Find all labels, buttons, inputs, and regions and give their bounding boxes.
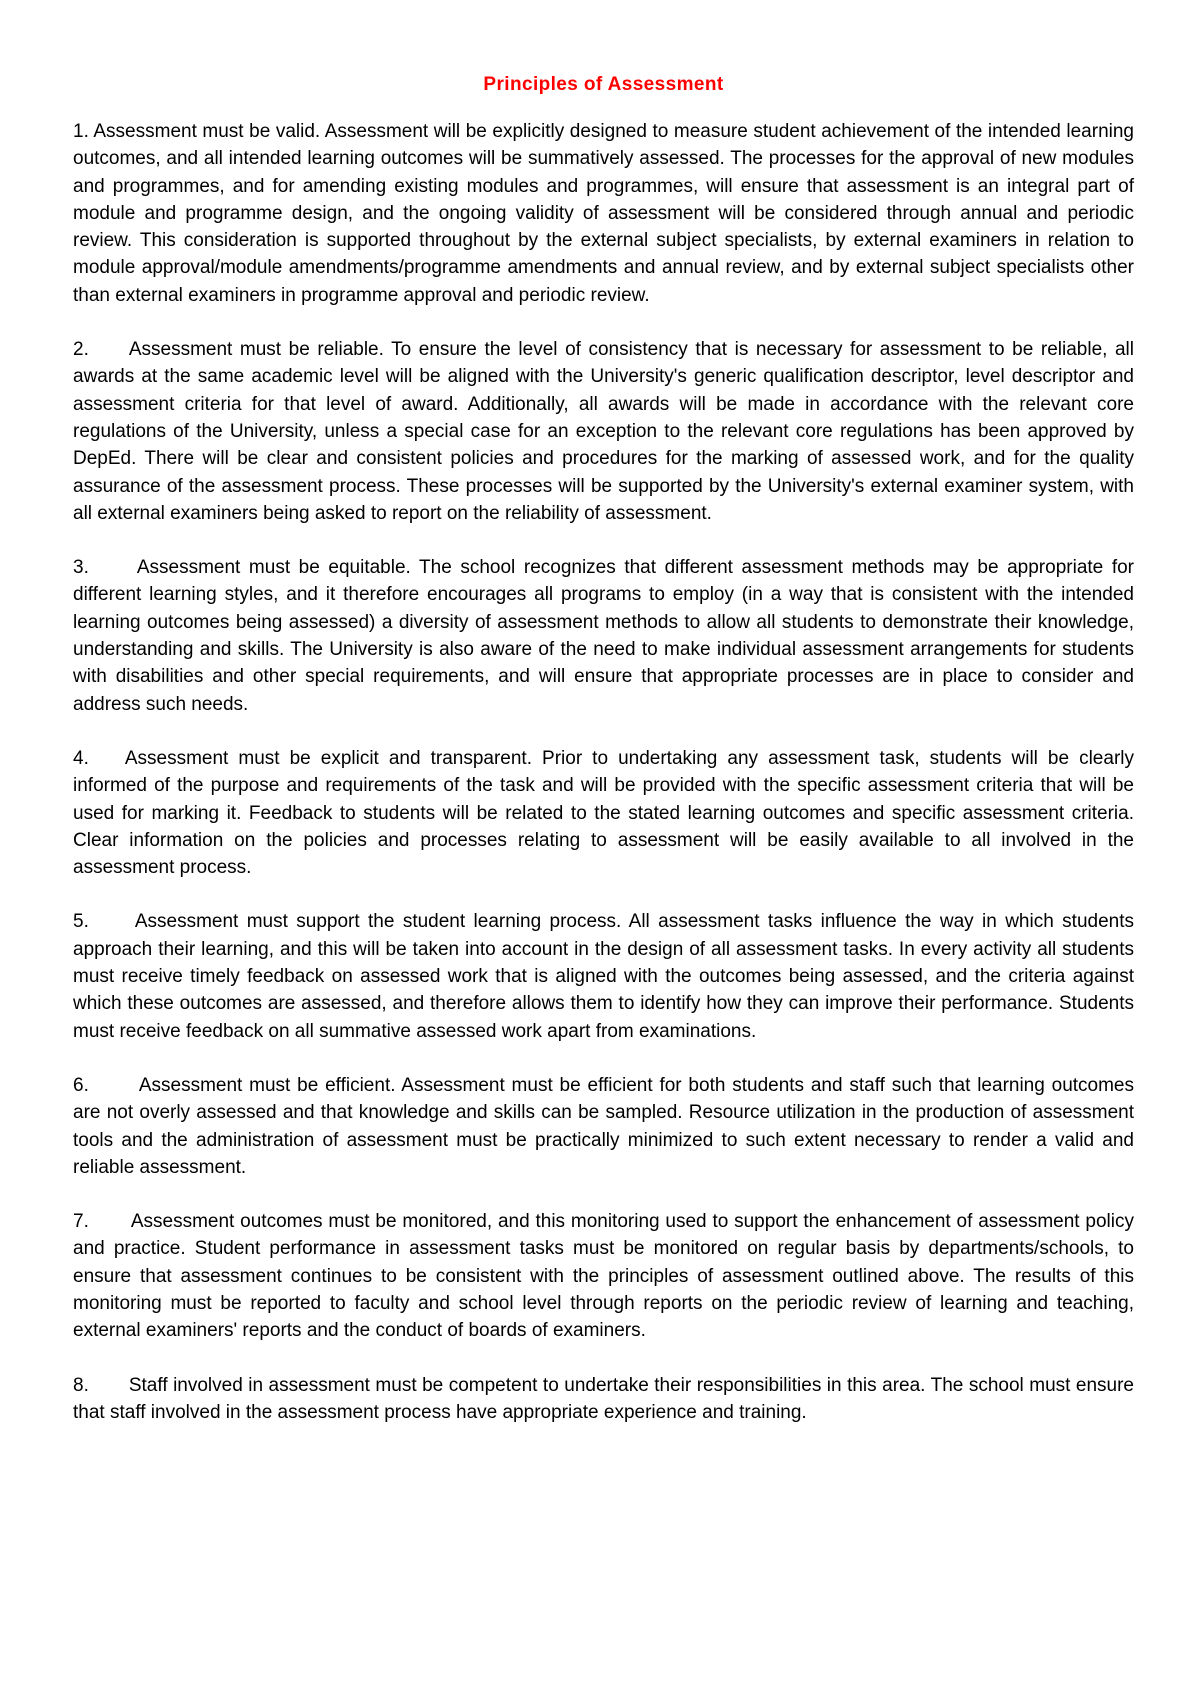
principle-text: Staff involved in assessment must be competent to undertake their responsibilities in this area. The school must ensure that staff involved in the assessment process have appropriate experience and training.: [73, 1374, 1134, 1423]
principle-text: Assessment must be explicit and transparent. Prior to undertaking any assessment task, students will be clearly informed of the purpose and requirements of the task and will be provided with the specific assessment criteria that will be used for marking it. Feedback to students will be related to the stated learning outcomes and specific assessment criteria. Clear information on the policies and processes relating to assessment will be easily available to all involved in the assessment process.: [73, 747, 1134, 879]
principle-text: Assessment must support the student learning process. All assessment tasks influence the way in which students approach their learning, and this will be taken into account in the design of all assessment tasks. In every activity all students must receive timely feedback on assessed work that is aligned with the outcomes being assessed, and the criteria against which these outcomes are assessed, and therefore allows them to identify how they can improve their performance. Students must receive feedback on all summative assessed work apart from examinations.: [73, 911, 1134, 1042]
principle-number: 6.: [73, 1074, 89, 1096]
principle-paragraph-6: [73, 1072, 1134, 1181]
principle-text: Assessment must be efficient. Assessment must be efficient for both students and staff such that learning outcomes are not overly assessed and that knowledge and skills can be sampled. Resource utilization in the production of assessment tools and the administration of assessment must be practically minimized to such extent necessary to render a valid and reliable assessment.: [73, 1074, 1134, 1178]
principle-paragraph-3: [73, 554, 1134, 718]
principle-paragraph-2: [73, 336, 1134, 527]
document-page: [73, 72, 1134, 1453]
document-title: Principles of Assessment: [483, 74, 724, 95]
principle-number: 2.: [73, 339, 89, 361]
principle-number: 8.: [73, 1374, 89, 1396]
principle-text: Assessment outcomes must be monitored, and this monitoring used to support the enhancement of assessment policy and practice. Student performance in assessment tasks must be monitored on regular basis by departments/schools, to ensure that assessment continues to be consistent with the principles of assessment outlined above. The results of this monitoring must be reported to faculty and school level through reports on the periodic review of learning and teaching, external examiners' reports and the conduct of boards of examiners.: [73, 1211, 1134, 1342]
principle-text: Assessment must be valid. Assessment will be explicitly designed to measure student achievement of the intended learning outcomes, and all intended learning outcomes will be summatively assessed. The processes for the approval of new modules and programmes, and for amending existing modules and programmes, will ensure that assessment is an integral part of module and programme design, and the ongoing validity of assessment will be considered through annual and periodic review. This consideration is supported throughout by the external subject specialists, by external examiners in relation to module approval/module amendments/programme amendments and annual review, and by external subject specialists other than external examiners in programme approval and periodic review.: [73, 121, 1134, 306]
principle-paragraph-7: [73, 1208, 1134, 1344]
principle-text: Assessment must be equitable. The school recognizes that different assessment methods may be appropriate for different learning styles, and it therefore encourages all programs to employ (in a way that is consistent with the intended learning outcomes being assessed) a diversity of assessment methods to allow all students to demonstrate their knowledge, understanding and skills. The University is also aware of the need to make individual assessment arrangements for students with disabilities and other special requirements, and will ensure that appropriate processes are in place to consider and address such needs.: [73, 557, 1134, 715]
principle-paragraph-4: [73, 745, 1134, 881]
principle-number: 3.: [73, 557, 89, 579]
principle-paragraph-5: [73, 908, 1134, 1044]
principle-number: 4.: [73, 747, 89, 769]
principle-number: 7.: [73, 1211, 89, 1233]
principle-text: Assessment must be reliable. To ensure the level of consistency that is necessary for assessment to be reliable, all awards at the same academic level will be aligned with the University's generic qualification descriptor, level descriptor and assessment criteria for that level of award. Additionally, all awards will be made in accordance with the relevant core regulations of the University, unless a special case for an exception to the relevant core regulations has been approved by DepEd. There will be clear and consistent policies and procedures for the marking of assessed work, and for the quality assurance of the assessment process. These processes will be supported by the University's external examiner system, with all external examiners being asked to report on the reliability of assessment.: [73, 339, 1134, 524]
principle-number: 1.: [73, 121, 89, 142]
principle-paragraph-1: [73, 118, 1134, 309]
principle-number: 5.: [73, 911, 89, 933]
principle-paragraph-8: [73, 1372, 1134, 1427]
